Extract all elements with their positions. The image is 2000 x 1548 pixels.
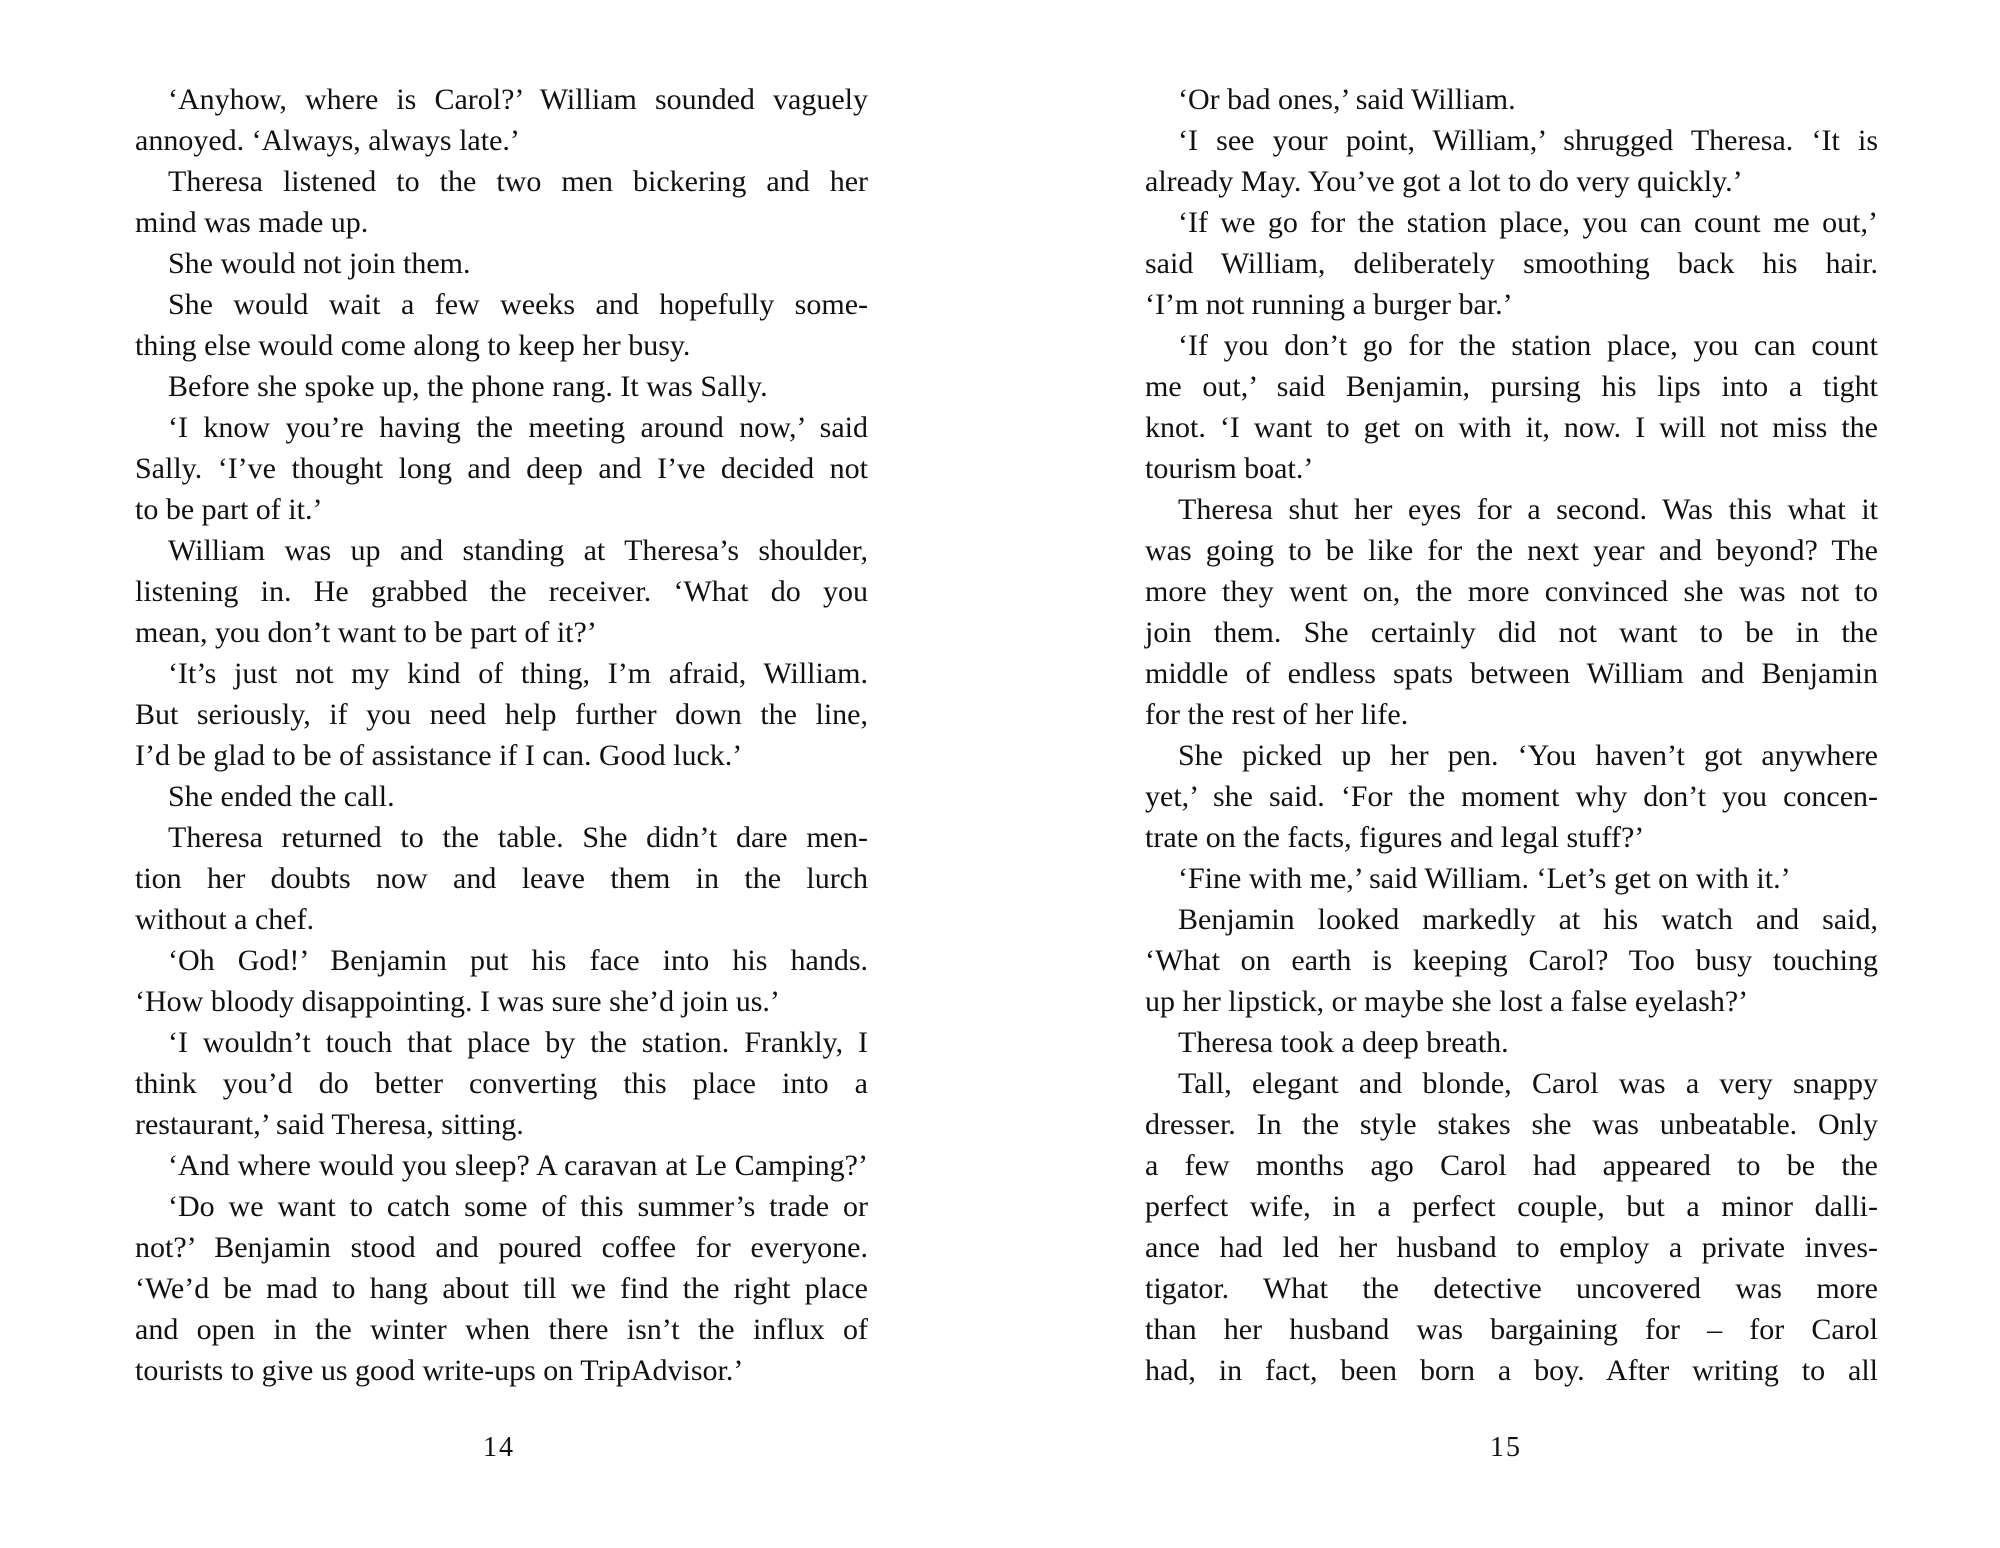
text-line: me out,’ said Benjamin, pursing his lips into a tight <box>1145 370 1878 403</box>
text-line: ‘We’d be mad to hang about till we find the right place <box>135 1272 868 1305</box>
right-page-text <box>1145 79 1878 1391</box>
text-line: tourists to give us good write-ups on TripAdvisor.’ <box>135 1354 744 1387</box>
text-line: listening in. He grabbed the receiver. ‘What do you <box>135 575 868 608</box>
text-line: ance had led her husband to employ a private inves- <box>1145 1231 1878 1264</box>
text-line: restaurant,’ said Theresa, sitting. <box>135 1108 524 1141</box>
text-line: ‘And where would you sleep? A caravan at Le Camping?’ <box>168 1149 868 1182</box>
text-line: said William, deliberately smoothing back his hair. <box>1145 247 1878 280</box>
text-line: Theresa listened to the two men bickering and her <box>168 165 868 198</box>
text-line: ‘Anyhow, where is Carol?’ William sounded vaguely <box>168 83 868 116</box>
text-line: Theresa shut her eyes for a second. Was this what it <box>1178 493 1878 526</box>
text-line: join them. She certainly did not want to be in the <box>1145 616 1878 649</box>
text-line: She would not join them. <box>168 247 471 280</box>
text-line: I’d be glad to be of assistance if I can. Good luck.’ <box>135 739 743 772</box>
text-line: tigator. What the detective uncovered was more <box>1145 1272 1878 1305</box>
text-line: ‘Oh God!’ Benjamin put his face into his hands. <box>168 944 868 977</box>
text-line: ‘Or bad ones,’ said William. <box>1178 83 1516 116</box>
text-line: and open in the winter when there isn’t the influx of <box>135 1313 868 1346</box>
text-line: Before she spoke up, the phone rang. It was Sally. <box>168 370 768 403</box>
text-line: think you’d do better converting this place into a <box>135 1067 868 1100</box>
text-line: annoyed. ‘Always, always late.’ <box>135 124 520 157</box>
text-line: ‘Fine with me,’ said William. ‘Let’s get on with it.’ <box>1178 862 1791 895</box>
text-line: for the rest of her life. <box>1145 698 1409 731</box>
text-line: trate on the facts, figures and legal stuff?’ <box>1145 821 1645 854</box>
text-line: to be part of it.’ <box>135 493 323 526</box>
text-line: yet,’ she said. ‘For the moment why don’t you concen- <box>1145 780 1878 813</box>
text-line: ‘I’m not running a burger bar.’ <box>1145 288 1513 321</box>
text-line: ‘What on earth is keeping Carol? Too busy touching <box>1145 944 1878 977</box>
text-line: ‘It’s just not my kind of thing, I’m afraid, William. <box>168 657 868 690</box>
text-line: tion her doubts now and leave them in the lurch <box>135 862 868 895</box>
text-line: middle of endless spats between William and Benjamin <box>1145 657 1878 690</box>
text-line: not?’ Benjamin stood and poured coffee for everyone. <box>135 1231 868 1264</box>
text-line: She picked up her pen. ‘You haven’t got anywhere <box>1178 739 1878 772</box>
text-line: ‘If you don’t go for the station place, you can count <box>1178 329 1878 362</box>
text-line: William was up and standing at Theresa’s shoulder, <box>168 534 868 567</box>
text-line: She ended the call. <box>168 780 395 813</box>
left-page-text <box>135 79 868 1391</box>
text-line: had, in fact, been born a boy. After writing to all <box>1145 1354 1878 1387</box>
text-line: ‘Do we want to catch some of this summer’s trade or <box>168 1190 868 1223</box>
text-line: thing else would come along to keep her busy. <box>135 329 691 362</box>
text-line: mean, you don’t want to be part of it?’ <box>135 616 597 649</box>
text-line: But seriously, if you need help further down the line, <box>135 698 868 731</box>
text-line: Theresa returned to the table. She didn’t dare men- <box>168 821 868 854</box>
text-line: dresser. In the style stakes she was unbeatable. Only <box>1145 1108 1878 1141</box>
right-page-number: 15 <box>1490 1432 1522 1463</box>
text-line: without a chef. <box>135 903 315 936</box>
text-line: Theresa took a deep breath. <box>1178 1026 1509 1059</box>
text-line: ‘I know you’re having the meeting around now,’ said <box>168 411 868 444</box>
text-line: Benjamin looked markedly at his watch and said, <box>1178 903 1878 936</box>
text-line: than her husband was bargaining for – for Carol <box>1145 1313 1878 1346</box>
text-line: ‘How bloody disappointing. I was sure she’d join us.’ <box>135 985 780 1018</box>
text-line: mind was made up. <box>135 206 369 239</box>
text-line: She would wait a few weeks and hopefully some- <box>168 288 868 321</box>
text-line: Sally. ‘I’ve thought long and deep and I’ve decided not <box>135 452 868 485</box>
text-line: ‘I see your point, William,’ shrugged Theresa. ‘It is <box>1178 124 1878 157</box>
right-page <box>1000 0 2000 1548</box>
text-line: already May. You’ve got a lot to do very quickly.’ <box>1145 165 1743 198</box>
text-line: ‘If we go for the station place, you can count me out,’ <box>1178 206 1878 239</box>
text-line: ‘I wouldn’t touch that place by the station. Frankly, I <box>168 1026 868 1059</box>
text-line: a few months ago Carol had appeared to be the <box>1145 1149 1878 1182</box>
text-line: more they went on, the more convinced she was not to <box>1145 575 1878 608</box>
text-line: up her lipstick, or maybe she lost a false eyelash?’ <box>1145 985 1749 1018</box>
text-line: knot. ‘I want to get on with it, now. I will not miss the <box>1145 411 1878 444</box>
text-line: was going to be like for the next year and beyond? The <box>1145 534 1878 567</box>
text-line: perfect wife, in a perfect couple, but a minor dalli- <box>1145 1190 1878 1223</box>
text-line: Tall, elegant and blonde, Carol was a very snappy <box>1178 1067 1878 1100</box>
text-line: tourism boat.’ <box>1145 452 1314 485</box>
left-page-number: 14 <box>483 1432 515 1463</box>
